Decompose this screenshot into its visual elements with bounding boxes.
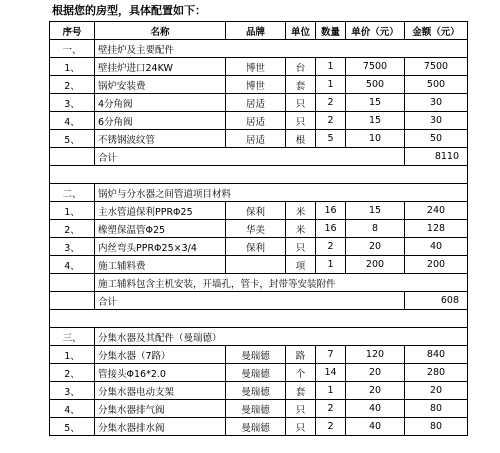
header-cell: 单价（元）: [346, 22, 405, 40]
table-cell: 7: [316, 346, 346, 364]
table-cell: 主水管道保利PPRΦ25: [95, 202, 226, 220]
table-cell: 30: [405, 112, 468, 130]
blank-cell: [50, 166, 468, 184]
table-cell: 只: [286, 238, 316, 256]
blank-cell: [50, 310, 468, 328]
header-cell: 序号: [50, 22, 95, 40]
table-body: [50, 40, 468, 436]
table-cell: 8: [346, 220, 405, 238]
table-cell: 个: [286, 364, 316, 382]
table-cell: [226, 256, 286, 274]
table-cell: 7500: [346, 58, 405, 76]
table-cell: 居适: [226, 112, 286, 130]
table-cell: 4、: [50, 112, 95, 130]
section-number: 一、: [50, 40, 95, 58]
header-row: [50, 22, 468, 40]
table-cell: 曼瑞德: [226, 346, 286, 364]
table-cell: 15: [346, 94, 405, 112]
table-row: [50, 364, 468, 382]
header-cell: 金额（元）: [405, 22, 468, 40]
table-cell: 1、: [50, 58, 95, 76]
table-cell: 2: [316, 94, 346, 112]
table-cell: 2: [316, 418, 346, 436]
table-cell: 30: [405, 94, 468, 112]
table-cell: 128: [405, 220, 468, 238]
table-row: [50, 346, 468, 364]
total-spacer: [50, 292, 95, 310]
table-cell: 锅炉安装费: [95, 76, 226, 94]
table-cell: 曼瑞德: [226, 400, 286, 418]
total-label: 合计: [95, 148, 405, 166]
table-row: [50, 112, 468, 130]
table-cell: 保利: [226, 202, 286, 220]
table-cell: 40: [346, 400, 405, 418]
table-cell: 华美: [226, 220, 286, 238]
table-cell: 分集水器（7路）: [95, 346, 226, 364]
table-cell: 只: [286, 400, 316, 418]
blank-row: [50, 310, 468, 328]
table-cell: 只: [286, 112, 316, 130]
table-row: [50, 94, 468, 112]
section-title: 分集水器及其配件（曼瑞德）: [95, 328, 468, 346]
table-cell: 施工辅料费: [95, 256, 226, 274]
table-cell: 1: [316, 58, 346, 76]
table-cell: 曼瑞德: [226, 382, 286, 400]
section-row: [50, 40, 468, 58]
table-cell: 2: [316, 112, 346, 130]
table-cell: 5、: [50, 130, 95, 148]
table-cell: 200: [405, 256, 468, 274]
table-cell: 20: [346, 238, 405, 256]
table-cell: 20: [405, 382, 468, 400]
table-row: [50, 256, 468, 274]
table-cell: 米: [286, 202, 316, 220]
table-cell: 不锈钢波纹管: [95, 130, 226, 148]
note-text: 施工辅料包含主机安装，开墙孔，管卡，封带等安装附件: [95, 274, 468, 292]
table-cell: 分集水器电动支架: [95, 382, 226, 400]
table-cell: 4分角阀: [95, 94, 226, 112]
table-cell: 管接头Φ16*2.0: [95, 364, 226, 382]
table-cell: 分集水器排气阀: [95, 400, 226, 418]
total-label: 合计: [95, 292, 405, 310]
table-cell: 5: [316, 130, 346, 148]
total-spacer: [50, 148, 95, 166]
note-row: [50, 274, 468, 292]
table-cell: 内丝弯头PPRΦ25×3/4: [95, 238, 226, 256]
table-row: [50, 220, 468, 238]
table-cell: 280: [405, 364, 468, 382]
table-row: [50, 130, 468, 148]
header-cell: 名称: [95, 22, 226, 40]
table-cell: 1、: [50, 346, 95, 364]
table-cell: 500: [346, 76, 405, 94]
table-cell: 16: [316, 220, 346, 238]
table-cell: 项: [286, 256, 316, 274]
document-heading: 根据您的房型，具体配置如下：: [52, 4, 206, 17]
table-cell: 4、: [50, 256, 95, 274]
table-cell: 米: [286, 220, 316, 238]
table-cell: 1、: [50, 202, 95, 220]
table-cell: 3、: [50, 238, 95, 256]
table-cell: 1: [316, 76, 346, 94]
table-cell: 200: [346, 256, 405, 274]
section-row: [50, 184, 468, 202]
table-cell: 40: [346, 418, 405, 436]
table-cell: 橡塑保温管Φ25: [95, 220, 226, 238]
section-title: 锅炉与分水器之间管道项目材料: [95, 184, 468, 202]
table-cell: 套: [286, 76, 316, 94]
total-row: [50, 292, 468, 310]
table-cell: 博世: [226, 76, 286, 94]
table-cell: 3、: [50, 94, 95, 112]
table-cell: 15: [346, 202, 405, 220]
table-row: [50, 418, 468, 436]
table-cell: 120: [346, 346, 405, 364]
table-cell: 16: [316, 202, 346, 220]
table-cell: 20: [346, 364, 405, 382]
table-cell: 根: [286, 130, 316, 148]
header-cell: 品牌: [226, 22, 286, 40]
table-cell: 路: [286, 346, 316, 364]
table-cell: 50: [405, 130, 468, 148]
table-cell: 7500: [405, 58, 468, 76]
header-cell: 数量: [316, 22, 346, 40]
section-number: 三、: [50, 328, 95, 346]
table-cell: 2、: [50, 364, 95, 382]
table-cell: 5、: [50, 418, 95, 436]
quotation-table: [49, 21, 468, 436]
table-row: [50, 238, 468, 256]
table-cell: 只: [286, 418, 316, 436]
table-cell: 2: [316, 400, 346, 418]
header-cell: 单位: [286, 22, 316, 40]
table-cell: 4、: [50, 400, 95, 418]
blank-row: [50, 166, 468, 184]
total-value: 608: [405, 292, 468, 310]
table-cell: 分集水器排水阀: [95, 418, 226, 436]
table-cell: 15: [346, 112, 405, 130]
table-row: [50, 400, 468, 418]
table-cell: 壁挂炉进口24KW: [95, 58, 226, 76]
table-row: [50, 58, 468, 76]
table-cell: 20: [346, 382, 405, 400]
table-cell: 80: [405, 400, 468, 418]
table-cell: 240: [405, 202, 468, 220]
table-cell: 1: [316, 382, 346, 400]
table-cell: 1: [316, 256, 346, 274]
table-cell: 500: [405, 76, 468, 94]
table-cell: 保利: [226, 238, 286, 256]
table-row: [50, 382, 468, 400]
table-cell: 2、: [50, 76, 95, 94]
table-cell: 居适: [226, 130, 286, 148]
table-cell: 台: [286, 58, 316, 76]
table-cell: 2、: [50, 220, 95, 238]
table-cell: 2: [316, 238, 346, 256]
table-cell: 40: [405, 238, 468, 256]
table-row: [50, 76, 468, 94]
total-row: [50, 148, 468, 166]
table-cell: 6分角阀: [95, 112, 226, 130]
section-number: 二、: [50, 184, 95, 202]
table-row: [50, 202, 468, 220]
table-cell: 80: [405, 418, 468, 436]
section-title: 壁挂炉及主要配件: [95, 40, 468, 58]
table-cell: 10: [346, 130, 405, 148]
section-row: [50, 328, 468, 346]
total-value: 8110: [405, 148, 468, 166]
table-cell: 套: [286, 382, 316, 400]
table-cell: 曼瑞德: [226, 418, 286, 436]
table-cell: 3、: [50, 382, 95, 400]
table-cell: 居适: [226, 94, 286, 112]
table-cell: 840: [405, 346, 468, 364]
table-cell: 只: [286, 94, 316, 112]
note-spacer: [50, 274, 95, 292]
table-cell: 14: [316, 364, 346, 382]
table-cell: 曼瑞德: [226, 364, 286, 382]
table-cell: 博世: [226, 58, 286, 76]
